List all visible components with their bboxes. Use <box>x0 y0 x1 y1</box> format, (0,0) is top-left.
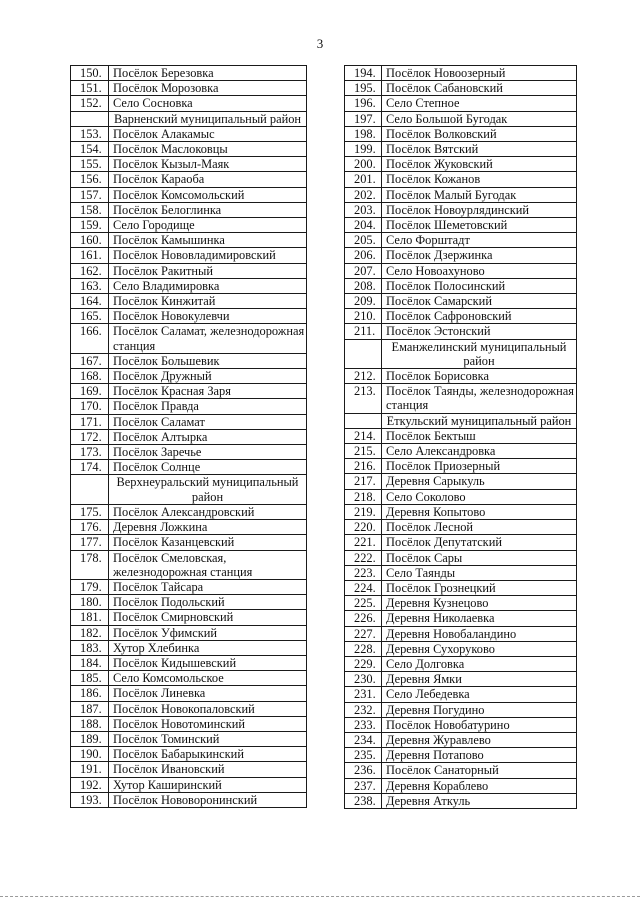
table-row <box>71 248 307 263</box>
row-number: 223. <box>345 565 382 580</box>
table-row <box>71 187 307 202</box>
row-number <box>345 339 382 368</box>
row-number <box>345 413 382 428</box>
row-number: 210. <box>345 309 382 324</box>
table-row <box>71 535 307 550</box>
row-number: 232. <box>345 702 382 717</box>
settlement-name: Посёлок Депутатский <box>382 535 577 550</box>
table-row <box>71 429 307 444</box>
settlement-name: Село Долговка <box>382 656 577 671</box>
row-number: 230. <box>345 672 382 687</box>
page-number: 3 <box>316 36 324 51</box>
district-name: Варненский муниципальный район <box>109 111 307 126</box>
table-row <box>71 96 307 111</box>
settlement-name: Посёлок Новокопаловский <box>109 701 307 716</box>
settlement-name: Деревня Сарыкуль <box>382 474 577 489</box>
row-number: 173. <box>71 445 109 460</box>
table-row <box>345 142 577 157</box>
settlement-name: Посёлок Тайсара <box>109 579 307 594</box>
settlement-name: Село Владимировка <box>109 278 307 293</box>
row-number: 191. <box>71 762 109 777</box>
row-number: 152. <box>71 96 109 111</box>
row-number: 200. <box>345 157 382 172</box>
settlement-name: Посёлок Сабановский <box>382 81 577 96</box>
row-number: 158. <box>71 202 109 217</box>
table-row <box>71 640 307 655</box>
row-number: 181. <box>71 610 109 625</box>
row-number: 178. <box>71 550 109 579</box>
row-number: 213. <box>345 384 382 413</box>
settlement-name: Село Новоахуново <box>382 263 577 278</box>
row-number: 218. <box>345 489 382 504</box>
settlement-name: Посёлок Смеловская, железнодорожная станция <box>109 550 307 579</box>
table-row <box>345 474 577 489</box>
row-number: 221. <box>345 535 382 550</box>
table-row <box>71 202 307 217</box>
district-heading-row <box>345 413 577 428</box>
settlement-name: Посёлок Большевик <box>109 353 307 368</box>
table-row <box>71 731 307 746</box>
table-row <box>345 248 577 263</box>
table-row <box>345 111 577 126</box>
row-number: 226. <box>345 611 382 626</box>
row-number: 185. <box>71 671 109 686</box>
district-heading-row <box>71 111 307 126</box>
row-number: 182. <box>71 625 109 640</box>
table-row <box>71 762 307 777</box>
table-row <box>345 369 577 384</box>
settlement-name: Посёлок Линевка <box>109 686 307 701</box>
row-number: 153. <box>71 126 109 141</box>
table-row <box>345 763 577 778</box>
table-row <box>71 309 307 324</box>
row-number: 167. <box>71 353 109 368</box>
settlement-name: Село Александровка <box>382 444 577 459</box>
row-number: 207. <box>345 263 382 278</box>
settlement-name: Посёлок Дзержинка <box>382 248 577 263</box>
table-row <box>345 550 577 565</box>
table-row <box>71 716 307 731</box>
table-row <box>345 489 577 504</box>
district-name: Еманжелинский муниципальный район <box>382 339 577 368</box>
table-row <box>71 504 307 519</box>
settlement-name: Посёлок Ивановский <box>109 762 307 777</box>
table-row <box>345 717 577 732</box>
settlement-name: Посёлок Комсомольский <box>109 187 307 202</box>
row-number: 202. <box>345 187 382 202</box>
row-number: 155. <box>71 157 109 172</box>
table-row <box>71 172 307 187</box>
table-row <box>345 66 577 81</box>
row-number: 189. <box>71 731 109 746</box>
table-row <box>71 550 307 579</box>
row-number: 187. <box>71 701 109 716</box>
settlement-name: Посёлок Сары <box>382 550 577 565</box>
table-row <box>71 520 307 535</box>
row-number: 166. <box>71 324 109 353</box>
table-row <box>71 142 307 157</box>
row-number: 193. <box>71 792 109 807</box>
settlement-name: Деревня Ямки <box>382 672 577 687</box>
settlement-name: Посёлок Грознецкий <box>382 580 577 595</box>
settlement-name: Посёлок Полосинский <box>382 278 577 293</box>
row-number: 214. <box>345 428 382 443</box>
district-heading-row <box>71 475 307 504</box>
table-row <box>71 445 307 460</box>
table-row <box>345 565 577 580</box>
table-row <box>345 384 577 413</box>
row-number: 211. <box>345 324 382 339</box>
table-row <box>345 793 577 808</box>
settlement-name: Посёлок Санаторный <box>382 763 577 778</box>
table-row <box>345 324 577 339</box>
settlement-name: Посёлок Новоозерный <box>382 66 577 81</box>
row-number: 231. <box>345 687 382 702</box>
table-row <box>345 294 577 309</box>
settlement-name: Деревня Ложкина <box>109 520 307 535</box>
settlement-name: Посёлок Нововладимировский <box>109 248 307 263</box>
row-number: 176. <box>71 520 109 535</box>
table-row <box>71 157 307 172</box>
table-row <box>345 702 577 717</box>
row-number: 184. <box>71 655 109 670</box>
table-row <box>71 701 307 716</box>
settlement-name: Посёлок Саламат <box>109 414 307 429</box>
row-number: 228. <box>345 641 382 656</box>
row-number: 201. <box>345 172 382 187</box>
row-number: 159. <box>71 218 109 233</box>
table-row <box>71 384 307 399</box>
settlement-name: Посёлок Волковский <box>382 126 577 141</box>
settlement-name: Посёлок Томинский <box>109 731 307 746</box>
row-number: 235. <box>345 748 382 763</box>
row-number: 208. <box>345 278 382 293</box>
settlement-name: Деревня Журавлево <box>382 732 577 747</box>
row-number: 216. <box>345 459 382 474</box>
row-number: 172. <box>71 429 109 444</box>
settlement-name: Посёлок Кинжитай <box>109 294 307 309</box>
settlement-name: Деревня Сухоруково <box>382 641 577 656</box>
settlement-name: Деревня Копытово <box>382 504 577 519</box>
row-number: 175. <box>71 504 109 519</box>
settlement-name: Деревня Аткуль <box>382 793 577 808</box>
row-number: 206. <box>345 248 382 263</box>
settlement-name: Посёлок Дружный <box>109 369 307 384</box>
table-row <box>71 278 307 293</box>
table-row <box>345 520 577 535</box>
row-number: 209. <box>345 294 382 309</box>
table-row <box>71 414 307 429</box>
settlement-name: Село Сосновка <box>109 96 307 111</box>
row-number: 190. <box>71 747 109 762</box>
settlement-name: Посёлок Караоба <box>109 172 307 187</box>
row-number: 151. <box>71 81 109 96</box>
row-number: 162. <box>71 263 109 278</box>
settlement-name: Посёлок Нововоронинский <box>109 792 307 807</box>
settlement-name: Посёлок Смирновский <box>109 610 307 625</box>
settlement-name: Посёлок Кидышевский <box>109 655 307 670</box>
settlement-name: Село Комсомольское <box>109 671 307 686</box>
settlement-name: Посёлок Саламат, железнодорожная станция <box>109 324 307 353</box>
settlement-name: Посёлок Новотоминский <box>109 716 307 731</box>
settlement-name: Посёлок Борисовка <box>382 369 577 384</box>
settlement-name: Посёлок Алакамыс <box>109 126 307 141</box>
row-number: 203. <box>345 202 382 217</box>
table-row <box>345 202 577 217</box>
table-row <box>345 428 577 443</box>
row-number: 217. <box>345 474 382 489</box>
settlement-name: Посёлок Таянды, железнодорожная станция <box>382 384 577 413</box>
settlement-name: Посёлок Шеметовский <box>382 218 577 233</box>
table-row <box>345 459 577 474</box>
table-row <box>345 187 577 202</box>
district-heading-row <box>345 339 577 368</box>
settlement-name: Посёлок Сафроновский <box>382 309 577 324</box>
row-number: 233. <box>345 717 382 732</box>
row-number <box>71 111 109 126</box>
row-number: 234. <box>345 732 382 747</box>
settlement-name: Деревня Николаевка <box>382 611 577 626</box>
settlement-name: Посёлок Правда <box>109 399 307 414</box>
settlement-name: Посёлок Березовка <box>109 66 307 81</box>
row-number: 212. <box>345 369 382 384</box>
table-body-left <box>71 66 307 808</box>
settlement-name: Посёлок Бабарыкинский <box>109 747 307 762</box>
row-number: 215. <box>345 444 382 459</box>
settlement-name: Деревня Погудино <box>382 702 577 717</box>
settlement-name: Село Таянды <box>382 565 577 580</box>
table-row <box>345 126 577 141</box>
settlement-name: Посёлок Заречье <box>109 445 307 460</box>
settlement-name: Посёлок Ракитный <box>109 263 307 278</box>
table-body-right <box>345 66 577 809</box>
table-row <box>71 460 307 475</box>
table-row <box>71 126 307 141</box>
table-row <box>71 747 307 762</box>
settlement-name: Посёлок Приозерный <box>382 459 577 474</box>
settlement-name: Посёлок Самарский <box>382 294 577 309</box>
row-number: 237. <box>345 778 382 793</box>
row-number: 224. <box>345 580 382 595</box>
settlement-name: Деревня Потапово <box>382 748 577 763</box>
row-number: 164. <box>71 294 109 309</box>
settlement-name: Посёлок Казанцевский <box>109 535 307 550</box>
table-row <box>345 444 577 459</box>
table-row <box>71 324 307 353</box>
settlement-name: Село Большой Бугодак <box>382 111 577 126</box>
settlement-name: Посёлок Новокулевчи <box>109 309 307 324</box>
settlement-name: Посёлок Подольский <box>109 595 307 610</box>
row-number: 183. <box>71 640 109 655</box>
row-number: 161. <box>71 248 109 263</box>
table-row <box>345 641 577 656</box>
settlement-name: Посёлок Эстонский <box>382 324 577 339</box>
row-number: 227. <box>345 626 382 641</box>
settlement-name: Село Городище <box>109 218 307 233</box>
table-row <box>345 748 577 763</box>
table-row <box>71 81 307 96</box>
row-number: 204. <box>345 218 382 233</box>
row-number: 198. <box>345 126 382 141</box>
settlement-name: Посёлок Кызыл-Маяк <box>109 157 307 172</box>
settlement-name: Посёлок Маслоковцы <box>109 142 307 157</box>
table-row <box>71 263 307 278</box>
row-number: 160. <box>71 233 109 248</box>
settlement-name: Село Форштадт <box>382 233 577 248</box>
row-number: 222. <box>345 550 382 565</box>
row-number <box>71 475 109 504</box>
row-number: 225. <box>345 596 382 611</box>
settlement-name: Посёлок Лесной <box>382 520 577 535</box>
row-number: 154. <box>71 142 109 157</box>
settlement-name: Хутор Каширинский <box>109 777 307 792</box>
table-row <box>71 66 307 81</box>
row-number: 177. <box>71 535 109 550</box>
table-row <box>71 369 307 384</box>
row-number: 156. <box>71 172 109 187</box>
settlements-table-right <box>344 65 577 809</box>
settlement-name: Посёлок Уфимский <box>109 625 307 640</box>
table-row <box>71 353 307 368</box>
settlement-name: Посёлок Алтырка <box>109 429 307 444</box>
table-row <box>71 294 307 309</box>
table-row <box>345 263 577 278</box>
row-number: 168. <box>71 369 109 384</box>
settlement-name: Посёлок Морозовка <box>109 81 307 96</box>
row-number: 180. <box>71 595 109 610</box>
table-row <box>71 625 307 640</box>
row-number: 179. <box>71 579 109 594</box>
row-number: 170. <box>71 399 109 414</box>
table-row <box>345 687 577 702</box>
row-number: 165. <box>71 309 109 324</box>
table-row <box>71 218 307 233</box>
table-row <box>71 595 307 610</box>
table-row <box>345 218 577 233</box>
settlement-name: Посёлок Красная Заря <box>109 384 307 399</box>
settlement-name: Хутор Хлебинка <box>109 640 307 655</box>
district-name: Верхнеуральский муниципальный район <box>109 475 307 504</box>
settlement-name: Посёлок Малый Бугодак <box>382 187 577 202</box>
settlement-name: Посёлок Жуковский <box>382 157 577 172</box>
row-number: 197. <box>345 111 382 126</box>
row-number: 157. <box>71 187 109 202</box>
row-number: 195. <box>345 81 382 96</box>
table-row <box>345 278 577 293</box>
table-row <box>345 504 577 519</box>
row-number: 163. <box>71 278 109 293</box>
table-row <box>71 655 307 670</box>
settlement-name: Деревня Новобаландино <box>382 626 577 641</box>
table-row <box>345 596 577 611</box>
row-number: 194. <box>345 66 382 81</box>
table-row <box>71 610 307 625</box>
table-row <box>345 172 577 187</box>
table-row <box>345 309 577 324</box>
table-row <box>71 792 307 807</box>
table-row <box>345 672 577 687</box>
settlement-name: Посёлок Солнце <box>109 460 307 475</box>
table-row <box>345 96 577 111</box>
row-number: 199. <box>345 142 382 157</box>
row-number: 169. <box>71 384 109 399</box>
settlement-name: Посёлок Александровский <box>109 504 307 519</box>
settlement-name: Село Лебедевка <box>382 687 577 702</box>
row-number: 174. <box>71 460 109 475</box>
table-row <box>71 686 307 701</box>
table-row <box>71 671 307 686</box>
settlement-name: Посёлок Белоглинка <box>109 202 307 217</box>
row-number: 186. <box>71 686 109 701</box>
table-row <box>345 732 577 747</box>
table-row <box>71 777 307 792</box>
table-row <box>345 81 577 96</box>
row-number: 196. <box>345 96 382 111</box>
settlement-name: Село Соколово <box>382 489 577 504</box>
table-row <box>345 157 577 172</box>
row-number: 150. <box>71 66 109 81</box>
table-row <box>345 535 577 550</box>
settlement-name: Посёлок Новобатурино <box>382 717 577 732</box>
row-number: 219. <box>345 504 382 519</box>
district-name: Еткульский муниципальный район <box>382 413 577 428</box>
row-number: 188. <box>71 716 109 731</box>
table-row <box>345 626 577 641</box>
table-row <box>71 233 307 248</box>
settlement-name: Посёлок Вятский <box>382 142 577 157</box>
table-row <box>345 611 577 626</box>
settlement-name: Посёлок Камышинка <box>109 233 307 248</box>
settlement-name: Деревня Кораблево <box>382 778 577 793</box>
settlement-name: Село Степное <box>382 96 577 111</box>
settlements-table-left <box>70 65 307 808</box>
table-row <box>345 580 577 595</box>
table-row <box>71 399 307 414</box>
row-number: 220. <box>345 520 382 535</box>
row-number: 192. <box>71 777 109 792</box>
row-number: 171. <box>71 414 109 429</box>
settlement-name: Посёлок Новоурлядинский <box>382 202 577 217</box>
row-number: 229. <box>345 656 382 671</box>
settlement-name: Посёлок Кожанов <box>382 172 577 187</box>
bottom-scan-line <box>0 896 640 897</box>
row-number: 205. <box>345 233 382 248</box>
table-row <box>345 778 577 793</box>
table-row <box>345 656 577 671</box>
table-row <box>71 579 307 594</box>
table-row <box>345 233 577 248</box>
settlement-name: Деревня Кузнецово <box>382 596 577 611</box>
row-number: 236. <box>345 763 382 778</box>
settlement-name: Посёлок Бектыш <box>382 428 577 443</box>
row-number: 238. <box>345 793 382 808</box>
